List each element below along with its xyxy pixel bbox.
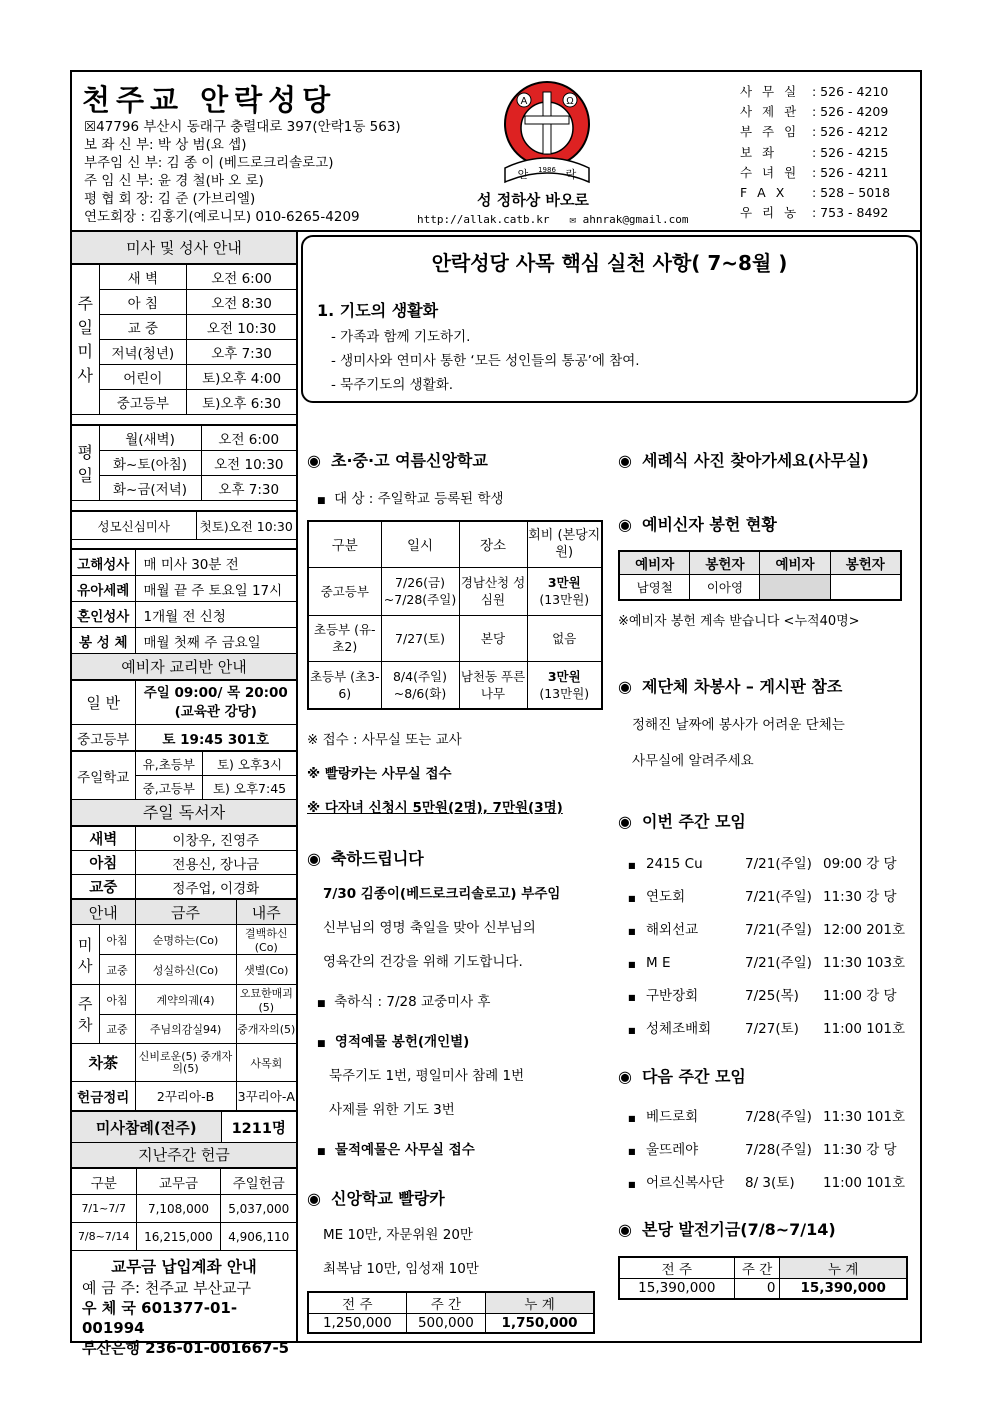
phone-row — [740, 203, 890, 223]
pastoral-heading: 1. 기도의 생활화 — [317, 301, 439, 320]
meeting-time-place: 11:00 101호 — [823, 1021, 906, 1037]
fund-value: 15,390,000 — [619, 1279, 734, 1299]
duty-mass-label: 미사 — [72, 925, 99, 985]
palanca-heading — [307, 1186, 607, 1209]
duty-this-week: 성실하신(Co) — [135, 955, 236, 985]
staff-line: 보 좌 신 부: 박 상 범(요 셉) — [84, 137, 247, 153]
meeting-date: 8/ 3(토) — [745, 1175, 795, 1191]
summer-school-note: ※ 다자녀 신청시 5만원(2명), 7만원(3명) — [307, 800, 563, 816]
school-place: 경남산청 성심원 — [459, 567, 527, 615]
contact-links — [417, 213, 689, 226]
bullet-icon: ◉ — [618, 812, 632, 831]
summer-school-table — [307, 520, 603, 710]
congrats-line: 신부님의 영명 축일을 맞아 신부님의 — [323, 920, 536, 936]
meeting-name: 어르신복사단 — [646, 1175, 725, 1191]
meeting-name: 연도회 — [646, 889, 686, 905]
sacrament-info: 매 미사 30분 전 — [135, 550, 296, 576]
account-line: 우 체 국 601377-01-001994 — [82, 1299, 238, 1337]
address: ☒47796 부산시 동래구 충렬대로 397(안락1동 563) — [84, 119, 401, 135]
pastoral-item: - 생미사와 연미사 통한 ‘모든 성인들의 통공’에 참여. — [331, 353, 640, 369]
meeting-name: 울뜨레야 — [646, 1142, 699, 1158]
bullet-icon: ◉ — [618, 451, 632, 470]
offering-period: 7/1~7/7 — [72, 1195, 136, 1223]
square-bullet-icon: ■ — [628, 1180, 636, 1189]
offering-sunday: 4,906,110 — [221, 1223, 296, 1251]
sacrament-name: 봉 성 체 — [72, 628, 135, 654]
sunday-mass-table — [72, 264, 296, 415]
meeting-row — [628, 1105, 918, 1138]
duty-slot: 아침 — [99, 985, 135, 1015]
attendance-value: 1211명 — [221, 1112, 296, 1143]
general-class-time: 주일 09:00/ 목 20:00 (교육관 강당) — [135, 681, 296, 725]
bulletin-frame — [70, 70, 922, 1357]
school-fee: 없음 — [527, 615, 602, 661]
duty-next-week: 샛별(Co) — [236, 955, 296, 985]
phone-row — [740, 102, 890, 122]
school-date: 7/26(금) ~7/28(주일) — [381, 567, 459, 615]
mass-name: 교 중 — [99, 315, 187, 340]
attendance-label: 미사참례(전주) — [72, 1112, 221, 1143]
pastoral-title: 안락성당 사목 핵심 실천 사항( 7~8월 ) — [431, 251, 788, 275]
class-label: 일 반 — [72, 681, 135, 725]
duty-parking-label: 주차 — [72, 985, 99, 1044]
logo-right-char: 락 — [565, 168, 577, 181]
this-week-heading — [618, 809, 918, 832]
reader-mass: 아침 — [72, 851, 135, 875]
middle-column — [307, 448, 607, 1334]
staff-line: 평 협 회 장: 김 준 (가브리엘) — [84, 191, 256, 207]
material-offering: ■ 물적예물은 사무실 접수 — [317, 1142, 475, 1158]
bullet-icon: ◉ — [307, 451, 321, 470]
duty-table — [72, 899, 296, 1111]
weekday-mass-label: 평일 — [72, 426, 99, 501]
sacrament-name: 유아세례 — [72, 576, 135, 602]
youth-class-time: 토 19:45 301호 — [135, 725, 296, 751]
fund-heading — [618, 1217, 918, 1240]
bullet-icon: ◉ — [307, 1189, 321, 1208]
phone-label: 부 주 임 — [740, 124, 800, 140]
palanca-total: 1,750,000 — [486, 1314, 594, 1333]
meeting-row — [628, 951, 918, 984]
pastoral-item: - 묵주기도의 생활화. — [331, 377, 454, 393]
next-week-heading — [618, 1064, 918, 1087]
mass-time: 오전 8:30 — [187, 290, 296, 315]
mass-name: 저녁(청년) — [99, 340, 187, 365]
reader-names: 전용신, 장나금 — [135, 851, 296, 875]
staff-line: 주 임 신 부: 윤 경 철(바 오 로) — [84, 173, 264, 189]
sponsor-note: ※예비자 봉헌 계속 받습니다 <누적40명> — [618, 614, 860, 629]
account-lines — [72, 1278, 296, 1358]
volunteer-title: 제단체 차봉사 – 게시판 참조 — [642, 677, 843, 696]
class-group: 중,고등부 — [135, 776, 203, 800]
class-time: 토) 오후7:45 — [203, 776, 296, 800]
sponsor-name: 이아영 — [690, 574, 760, 600]
catechumen-name: 남영철 — [619, 574, 690, 600]
meeting-name: 구반장회 — [646, 988, 699, 1004]
phone-number: : 526 - 4212 — [812, 124, 889, 140]
spiritual-offering-line: 묵주기도 1번, 평일미사 참례 1번 — [329, 1068, 525, 1084]
palanca-value: 500,000 — [406, 1314, 485, 1333]
square-bullet-icon: ■ — [628, 861, 636, 870]
mass-time: 첫토)오전 10:30 — [196, 512, 296, 540]
meeting-time-place: 11:30 강 당 — [823, 1142, 897, 1158]
school-date: 7/27(토) — [381, 615, 459, 661]
palanca-line: ME 10만, 자문위원 20만 — [323, 1227, 473, 1243]
meeting-time-place: 11:30 103호 — [823, 955, 906, 971]
account-line: 예 금 주: 천주교 부산교구 — [82, 1279, 252, 1297]
school-group: 초등부 (초3-6) — [308, 661, 381, 709]
meeting-time-place: 11:30 강 당 — [823, 889, 897, 905]
logo-omega: Ω — [566, 96, 574, 107]
phone-number: : 528 – 5018 — [812, 185, 891, 201]
summer-school-heading — [307, 448, 607, 471]
class-time: 토) 오후3시 — [203, 752, 296, 776]
sponsor-table — [618, 550, 902, 601]
meeting-date: 7/21(주일) — [745, 955, 812, 971]
square-bullet-icon: ■ — [628, 1147, 636, 1156]
phone-label: 사 제 관 — [740, 104, 800, 120]
sacrament-name: 고해성사 — [72, 550, 135, 576]
sponsor-title: 예비신자 봉헌 현황 — [642, 515, 777, 534]
spiritual-offering-line: 사제를 위한 기도 3번 — [329, 1102, 455, 1118]
offering-header: 주일헌금 — [221, 1169, 296, 1195]
square-bullet-icon: ■ — [628, 927, 636, 936]
sacraments-table — [72, 549, 296, 654]
spiritual-offering-title: ■ 영적예물 봉헌(개인별) — [317, 1034, 470, 1050]
congrats-ceremony: ■ 축하식 : 7/28 교중미사 후 — [317, 994, 491, 1010]
account-title: 교무금 납입계좌 안내 — [111, 1258, 257, 1276]
mass-time: 토)오후 6:30 — [187, 390, 296, 415]
meeting-date: 7/28(주일) — [745, 1142, 812, 1158]
duty-next-week: 3꾸리아-A — [236, 1082, 296, 1111]
mass-name: 월(새벽) — [99, 426, 201, 451]
logo-left-char: 안 — [517, 168, 529, 181]
offering-tithe: 16,215,000 — [136, 1223, 221, 1251]
offering-period: 7/8~7/14 — [72, 1223, 136, 1251]
account-line: 부산은행 236-01-001667-5 — [82, 1339, 290, 1357]
phone-row — [740, 163, 890, 183]
class-group: 유,초등부 — [135, 752, 203, 776]
mass-schedule-title: 미사 및 성사 안내 — [72, 232, 296, 264]
mass-name: 성모신심미사 — [72, 512, 196, 540]
meeting-row — [628, 1171, 918, 1204]
right-column — [618, 448, 918, 1300]
table-header: 주 간 — [734, 1257, 780, 1279]
phone-row — [740, 82, 890, 102]
email-link[interactable]: ahnrak@gmail.com — [582, 213, 689, 226]
attendance-table — [72, 1111, 296, 1143]
duty-header: 내주 — [236, 900, 296, 925]
staff-line: 부주임 신 부: 김 종 이 (베드로크리솔로고) — [84, 155, 334, 171]
next-week-title: 다음 주간 모임 — [642, 1067, 746, 1086]
meeting-time-place: 12:00 201호 — [823, 922, 906, 938]
duty-this-week: 신비로운(5) 중개자의(5) — [135, 1044, 236, 1082]
phone-number: : 753 - 8492 — [812, 205, 889, 221]
header — [72, 72, 920, 232]
bullet-icon: ◉ — [618, 1067, 632, 1086]
meeting-date: 7/21(주일) — [745, 856, 812, 872]
table-header: 장소 — [459, 521, 527, 567]
readers-table — [72, 826, 296, 899]
mass-name: 화~금(저녁) — [99, 476, 201, 501]
square-bullet-icon: ■ — [628, 1026, 636, 1035]
mass-name: 아 침 — [99, 290, 187, 315]
reader-mass: 교중 — [72, 875, 135, 899]
summer-school-note: ※ 접수 : 사무실 또는 교사 — [307, 732, 462, 748]
duty-next-week: 오묘한매괴(5) — [236, 985, 296, 1015]
phone-label: 우 리 농 — [740, 205, 800, 221]
parish-logo-icon — [497, 78, 597, 186]
meeting-time-place: 09:00 강 당 — [823, 856, 897, 872]
meeting-row — [628, 885, 918, 918]
volunteer-line: 사무실에 알려주세요 — [632, 753, 754, 769]
palanca-title: 신앙학교 빨랑카 — [331, 1189, 445, 1208]
table-header: 전 주 — [619, 1257, 734, 1279]
summer-school-target: ■ 대 상 : 주일학교 등록된 학생 — [317, 491, 504, 507]
sunday-mass-label: 주일미사 — [72, 265, 99, 415]
this-week-title: 이번 주간 모임 — [642, 812, 746, 831]
phone-number: : 526 - 4211 — [812, 164, 889, 180]
duty-tea-label: 차茶 — [72, 1044, 135, 1082]
congrats-line: 7/30 김종이(베드로크리솔로고) 부주임 — [323, 886, 561, 902]
table-header: 주 간 — [406, 1292, 485, 1314]
sponsor-heading — [618, 512, 918, 535]
sacrament-info: 매월 끝 주 토요일 17시 — [135, 576, 296, 602]
meeting-row — [628, 918, 918, 951]
meeting-name: M E — [646, 955, 671, 971]
summer-school-note: ※ 빨랑카는 사무실 접수 — [307, 766, 452, 782]
meeting-date: 7/21(주일) — [745, 889, 812, 905]
school-group: 중고등부 — [308, 567, 381, 615]
duty-this-week: 2꾸리아-B — [135, 1082, 236, 1111]
left-sidebar — [72, 232, 298, 1357]
congrats-title: 축하드립니다 — [331, 849, 424, 868]
class-label: 주일학교 — [72, 752, 135, 800]
table-header: 봉헌자 — [830, 551, 901, 574]
square-bullet-icon: ■ — [317, 999, 326, 1009]
pastoral-item: - 가족과 함께 기도하기. — [331, 329, 471, 345]
volunteer-line: 정해진 날짜에 봉사가 어려운 단체는 — [632, 717, 845, 733]
catechumen-table — [72, 680, 296, 751]
parish-address-block — [84, 118, 401, 226]
catechumen-title: 예비자 교리반 안내 — [72, 654, 296, 680]
square-bullet-icon: ■ — [317, 496, 326, 506]
duty-header: 금주 — [135, 900, 236, 925]
bullet-icon: ◉ — [618, 515, 632, 534]
this-week-list — [628, 852, 918, 1050]
meeting-date: 7/21(주일) — [745, 922, 812, 938]
table-header: 일시 — [381, 521, 459, 567]
duty-slot: 아침 — [99, 925, 135, 955]
duty-this-week: 주님의감실94) — [135, 1015, 236, 1044]
phone-label: 사 무 실 — [740, 84, 800, 99]
weekday-mass-table — [72, 425, 296, 501]
baptism-photo-heading — [618, 448, 918, 471]
pastoral-box — [301, 235, 918, 403]
mass-time: 오전 10:30 — [201, 451, 296, 476]
meeting-row — [628, 1138, 918, 1171]
meeting-time-place: 11:00 강 당 — [823, 988, 897, 1004]
phone-number: : 526 - 4215 — [812, 144, 889, 160]
meeting-name: 2415 Cu — [646, 856, 703, 872]
phone-row — [740, 143, 890, 163]
logo-alpha: A — [520, 96, 528, 107]
duty-next-week: 결백하신(Co) — [236, 925, 296, 955]
meeting-date: 7/25(목) — [745, 988, 799, 1004]
readers-title: 주일 독서자 — [72, 800, 296, 826]
school-group: 초등부 (유-초2) — [308, 615, 381, 661]
school-place: 남천동 푸른나무 — [459, 661, 527, 709]
duty-slot: 교중 — [99, 955, 135, 985]
mass-time: 오후 7:30 — [187, 340, 296, 365]
sacrament-info: 1개월 전 신청 — [135, 602, 296, 628]
fund-value: 0 — [734, 1279, 780, 1299]
school-date: 8/4(주일) ~8/6(화) — [381, 661, 459, 709]
duty-header: 안내 — [72, 900, 135, 925]
bullet-icon: ◉ — [618, 1220, 632, 1239]
phone-label: 보 좌 — [740, 144, 778, 160]
table-header: 봉헌자 — [690, 551, 760, 574]
class-label: 중고등부 — [72, 725, 135, 751]
congrats-line: 영육간의 건강을 위해 기도합니다. — [323, 954, 523, 970]
offering-tithe: 7,108,000 — [136, 1195, 221, 1223]
mass-time: 오전 6:00 — [201, 426, 296, 451]
mass-name: 중고등부 — [99, 390, 187, 415]
table-header: 전 주 — [308, 1292, 406, 1314]
palanca-line: 최복남 10만, 임성재 10만 — [323, 1261, 479, 1277]
table-header: 회비 (본당지원) — [527, 521, 602, 567]
fund-total: 15,390,000 — [780, 1279, 907, 1299]
congrats-heading — [307, 846, 607, 869]
school-place: 본당 — [459, 615, 527, 661]
logo-year: 1986 — [538, 166, 556, 174]
website-link[interactable]: http://allak.catb.kr — [417, 213, 550, 226]
sunday-school-table — [72, 751, 296, 800]
meeting-time-place: 11:00 101호 — [823, 1175, 906, 1191]
bullet-icon: ◉ — [618, 677, 632, 696]
marian-mass-table — [72, 511, 296, 540]
phone-number: : 526 - 4209 — [812, 104, 889, 120]
square-bullet-icon: ■ — [628, 993, 636, 1002]
offering-title: 지난주간 헌금 — [72, 1143, 296, 1168]
palanca-value: 1,250,000 — [308, 1314, 406, 1333]
next-week-list — [628, 1105, 918, 1204]
mass-name: 새 벽 — [99, 265, 187, 290]
square-bullet-icon: ■ — [628, 1114, 636, 1123]
duty-slot: 교중 — [99, 1015, 135, 1044]
duty-this-week: 계약의궤(4) — [135, 985, 236, 1015]
table-header: 누 계 — [486, 1292, 594, 1314]
reader-names: 이창우, 진영주 — [135, 827, 296, 851]
bullet-icon: ◉ — [307, 849, 321, 868]
fund-table — [618, 1256, 908, 1300]
phone-list — [740, 82, 890, 223]
offering-header: 교무금 — [136, 1169, 221, 1195]
mass-time: 오전 10:30 — [187, 315, 296, 340]
staff-line: 연도회장 : 김홍기(예로니모) 010-6265-4209 — [84, 209, 360, 225]
sponsor-name — [830, 574, 901, 600]
table-header: 구분 — [308, 521, 381, 567]
catechumen-name — [760, 574, 830, 600]
offering-table — [72, 1168, 296, 1251]
duty-offering-label: 헌금정리 — [72, 1082, 135, 1111]
meeting-row — [628, 1017, 918, 1050]
mass-name: 어린이 — [99, 365, 187, 390]
mail-icon: ✉ — [569, 213, 576, 226]
table-header: 예비자 — [760, 551, 830, 574]
phone-label: F A X — [740, 185, 788, 201]
square-bullet-icon: ■ — [317, 1039, 326, 1049]
mass-time: 오전 6:00 — [187, 265, 296, 290]
volunteer-heading — [618, 674, 918, 697]
meeting-name: 베드로회 — [646, 1109, 699, 1125]
duty-next-week: 중개자의(5) — [236, 1015, 296, 1044]
table-header: 예비자 — [619, 551, 690, 574]
duty-next-week: 사목회 — [236, 1044, 296, 1082]
sacrament-info: 매월 첫째 주 금요일 — [135, 628, 296, 654]
phone-row — [740, 183, 890, 203]
sacrament-name: 혼인성사 — [72, 602, 135, 628]
phone-label: 수 녀 원 — [740, 164, 800, 180]
school-fee: 3만원 (13만원) — [527, 661, 602, 709]
reader-names: 정주업, 이경화 — [135, 875, 296, 899]
meeting-row — [628, 852, 918, 885]
meeting-name: 성체조배회 — [646, 1021, 712, 1037]
mass-time: 토)오후 4:00 — [187, 365, 296, 390]
summer-school-title: 초·중·고 여름신앙학교 — [331, 451, 488, 470]
mass-name: 화~토(아침) — [99, 451, 201, 476]
palanca-table — [307, 1291, 595, 1334]
duty-this-week: 순명하는(Co) — [135, 925, 236, 955]
phone-number: : 526 - 4210 — [812, 84, 889, 99]
offering-sunday: 5,037,000 — [221, 1195, 296, 1223]
table-header: 누 계 — [780, 1257, 907, 1279]
parish-name: 천주교 안락성당 — [82, 83, 337, 117]
reader-mass: 새벽 — [72, 827, 135, 851]
school-fee: 3만원 (13만원) — [527, 567, 602, 615]
square-bullet-icon: ■ — [628, 894, 636, 903]
square-bullet-icon: ■ — [317, 1147, 326, 1157]
meeting-row — [628, 984, 918, 1017]
meeting-time-place: 11:30 101호 — [823, 1109, 906, 1125]
fund-title: 본당 발전기금(7/8~7/14) — [642, 1220, 836, 1239]
meeting-name: 해외선교 — [646, 922, 699, 938]
offering-header: 구분 — [72, 1169, 136, 1195]
phone-row — [740, 122, 890, 142]
patron-saint: 성 정하상 바오로 — [477, 191, 589, 209]
baptism-photo-title: 세례식 사진 찾아가세요(사무실) — [642, 451, 869, 470]
meeting-date: 7/27(토) — [745, 1021, 799, 1037]
mass-time: 오후 7:30 — [201, 476, 296, 501]
meeting-date: 7/28(주일) — [745, 1109, 812, 1125]
square-bullet-icon: ■ — [628, 960, 636, 969]
